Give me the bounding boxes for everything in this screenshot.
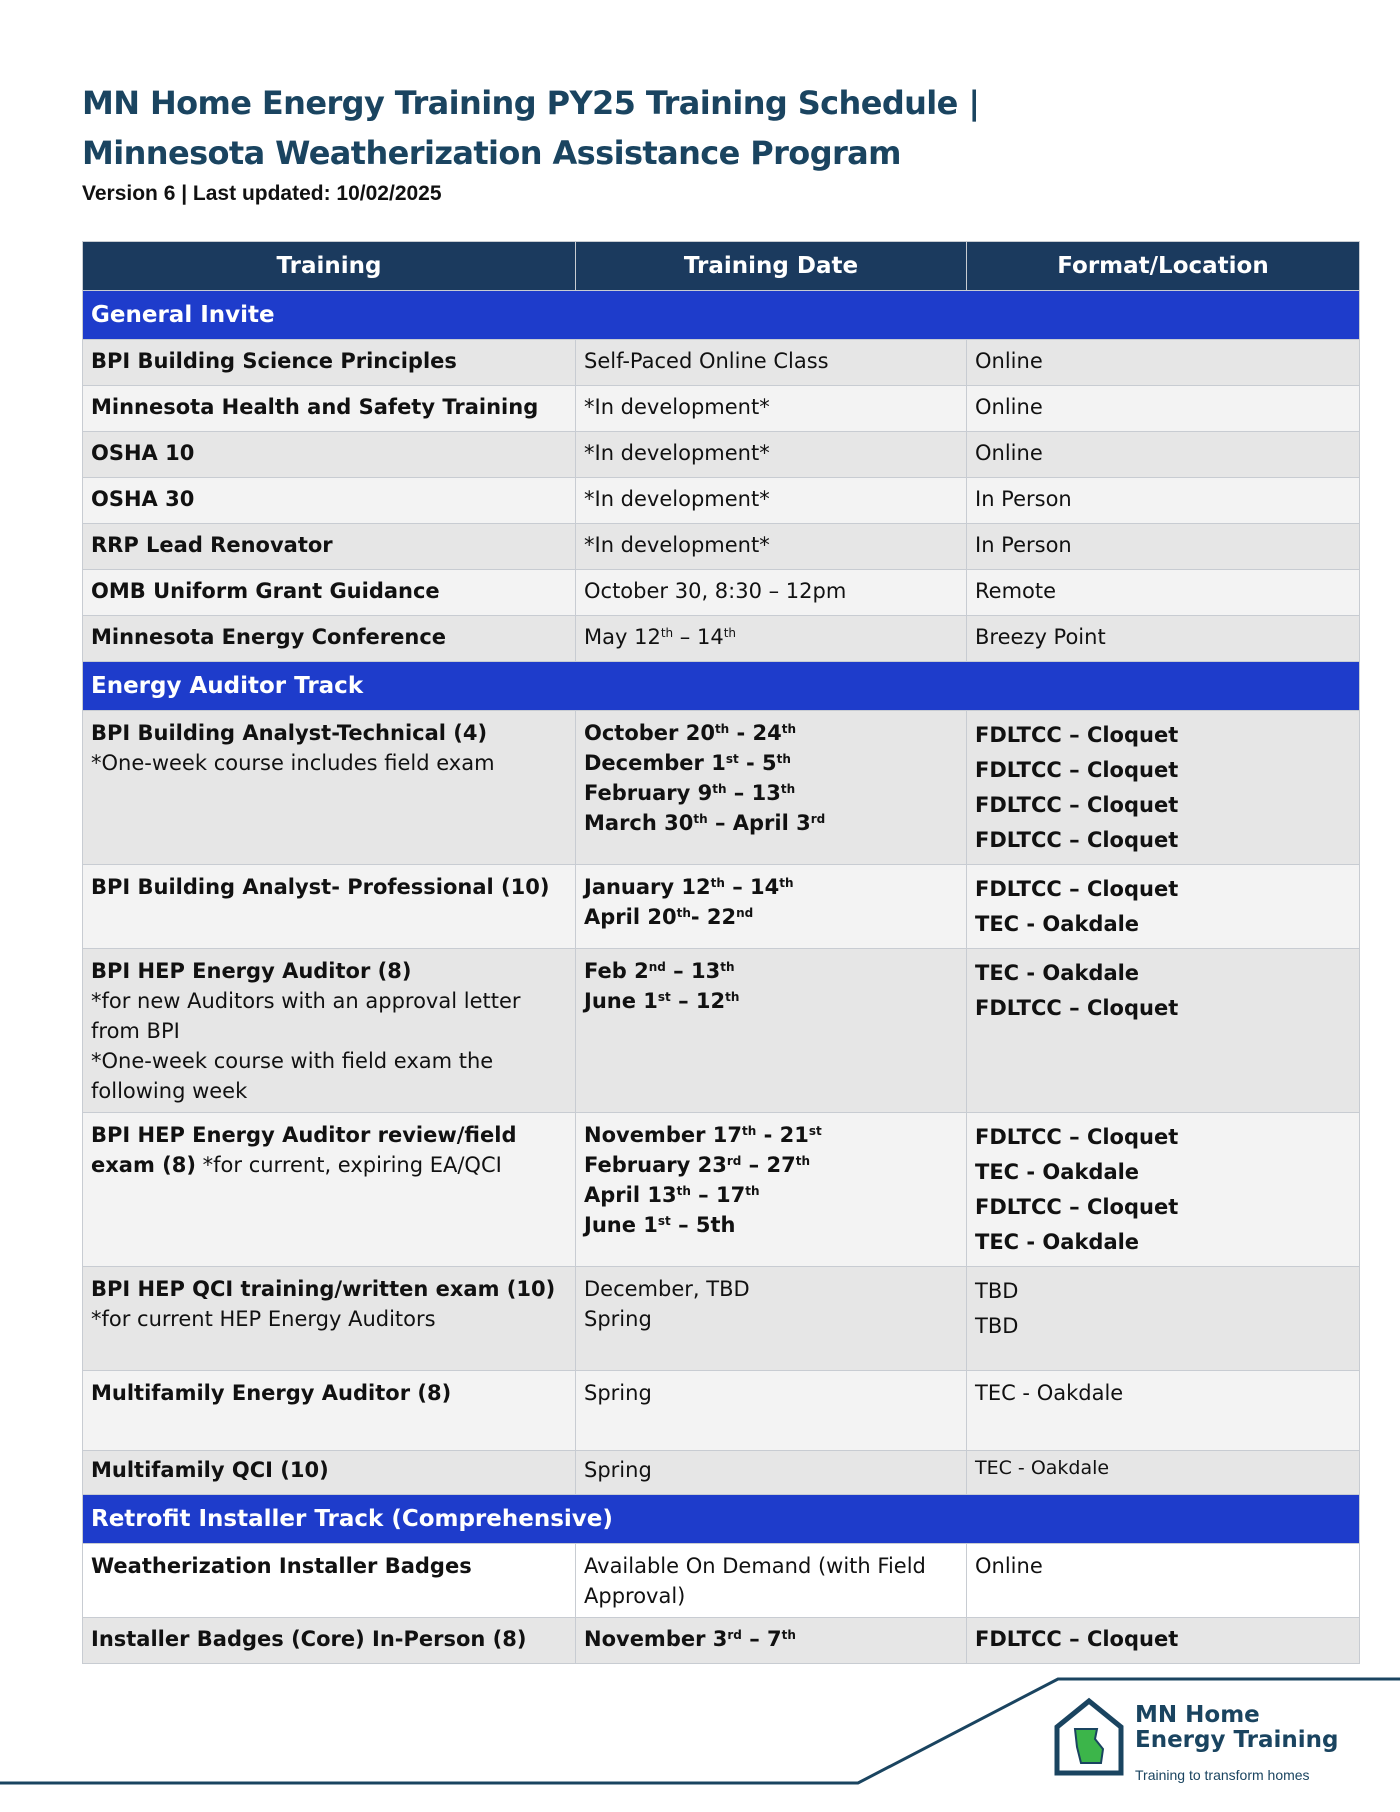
table-row (83, 865, 1360, 949)
page-title-line-1: MN Home Energy Training PY25 Training Schedule | (82, 84, 980, 122)
logo-title: MN Home Energy Training (1135, 1702, 1339, 1753)
section-title: Retrofit Installer Track (Comprehensive) (83, 1495, 1360, 1544)
training-date: *In development* (576, 524, 967, 570)
training-locations: TEC - Oakdale FDLTCC – Cloquet (967, 949, 1360, 1113)
version-info: Version 6 | Last updated: 10/02/2025 (82, 182, 442, 205)
page-header (82, 78, 1282, 206)
training-name: BPI HEP QCI training/written exam (10) *for current HEP Energy Auditors (83, 1267, 576, 1371)
training-date: Available On Demand (with Field Approval) (576, 1544, 967, 1618)
training-dates: January 12th – 14th April 20th- 22nd (576, 865, 967, 949)
column-header-location: Format/Location (967, 242, 1360, 291)
table-row (83, 1544, 1360, 1618)
table-row (83, 386, 1360, 432)
training-name: Multifamily Energy Auditor (8) (83, 1371, 576, 1451)
table-header-row (83, 242, 1360, 291)
table-row (83, 570, 1360, 616)
training-dates: Feb 2nd – 13th June 1st – 12th (576, 949, 967, 1113)
table-row (83, 432, 1360, 478)
table-row (83, 1113, 1360, 1267)
training-location: Online (967, 1544, 1360, 1618)
column-header-training: Training (83, 242, 576, 291)
section-row-auditor (83, 662, 1360, 711)
training-location: Online (967, 340, 1360, 386)
section-title: Energy Auditor Track (83, 662, 1360, 711)
table-row (83, 949, 1360, 1113)
training-name: Minnesota Health and Safety Training (83, 386, 576, 432)
training-locations: FDLTCC – Cloquet FDLTCC – Cloquet FDLTCC – Cloquet FDLTCC – Cloquet (967, 711, 1360, 865)
training-date: October 30, 8:30 – 12pm (576, 570, 967, 616)
section-title: General Invite (83, 291, 1360, 340)
training-location: Breezy Point (967, 616, 1360, 662)
training-date: Spring (576, 1371, 967, 1451)
table-row (83, 1267, 1360, 1371)
page-title-line-2: Minnesota Weatherization Assistance Program (82, 134, 901, 172)
training-date: May 12th – 14th (576, 616, 967, 662)
training-date: *In development* (576, 386, 967, 432)
column-header-date: Training Date (576, 242, 967, 291)
training-location: Online (967, 432, 1360, 478)
training-name: OSHA 30 (83, 478, 576, 524)
training-dates: November 17th - 21st February 23rd – 27th April 13th – 17th June 1st – 5th (576, 1113, 967, 1267)
training-locations: FDLTCC – Cloquet TEC - Oakdale (967, 865, 1360, 949)
training-name: BPI HEP Energy Auditor (8) *for new Auditors with an approval letter from BPI *One-week course with field exam the following week (83, 949, 576, 1113)
training-date: Spring (576, 1451, 967, 1495)
training-location: TEC - Oakdale (967, 1451, 1360, 1495)
training-name: BPI Building Analyst-Technical (4) *One-week course includes field exam (83, 711, 576, 865)
table-row (83, 524, 1360, 570)
training-dates: October 20th - 24th December 1st - 5th February 9th – 13th March 30th – April 3rd (576, 711, 967, 865)
training-name: BPI Building Science Principles (83, 340, 576, 386)
training-location: TEC - Oakdale (967, 1371, 1360, 1451)
training-name: BPI HEP Energy Auditor review/field exam (8) *for current, expiring EA/QCI (83, 1113, 576, 1267)
training-dates: December, TBD Spring (576, 1267, 967, 1371)
training-name: RRP Lead Renovator (83, 524, 576, 570)
table-row (83, 1618, 1360, 1664)
house-logo-icon (1053, 1697, 1125, 1777)
training-location: Online (967, 386, 1360, 432)
training-name: Minnesota Energy Conference (83, 616, 576, 662)
training-location: In Person (967, 524, 1360, 570)
training-locations: TBD TBD (967, 1267, 1360, 1371)
brand-logo (1045, 1695, 1345, 1785)
table-row (83, 616, 1360, 662)
training-location: FDLTCC – Cloquet (967, 1618, 1360, 1664)
table-row (83, 1451, 1360, 1495)
training-name: Installer Badges (Core) In-Person (8) (83, 1618, 576, 1664)
training-schedule-table (82, 241, 1360, 1664)
training-name: BPI Building Analyst- Professional (10) (83, 865, 576, 949)
table-row (83, 478, 1360, 524)
training-date: November 3rd – 7th (576, 1618, 967, 1664)
training-name: Weatherization Installer Badges (83, 1544, 576, 1618)
table-row (83, 340, 1360, 386)
table-row (83, 711, 1360, 865)
training-name: OMB Uniform Grant Guidance (83, 570, 576, 616)
training-date: *In development* (576, 478, 967, 524)
training-name: OSHA 10 (83, 432, 576, 478)
training-date: *In development* (576, 432, 967, 478)
training-name: Multifamily QCI (10) (83, 1451, 576, 1495)
logo-tagline: Training to transform homes (1135, 1767, 1310, 1783)
section-row-general (83, 291, 1360, 340)
section-row-retrofit (83, 1495, 1360, 1544)
training-location: In Person (967, 478, 1360, 524)
training-locations: FDLTCC – Cloquet TEC - Oakdale FDLTCC – Cloquet TEC - Oakdale (967, 1113, 1360, 1267)
training-location: Remote (967, 570, 1360, 616)
training-date: Self-Paced Online Class (576, 340, 967, 386)
table-row (83, 1371, 1360, 1451)
